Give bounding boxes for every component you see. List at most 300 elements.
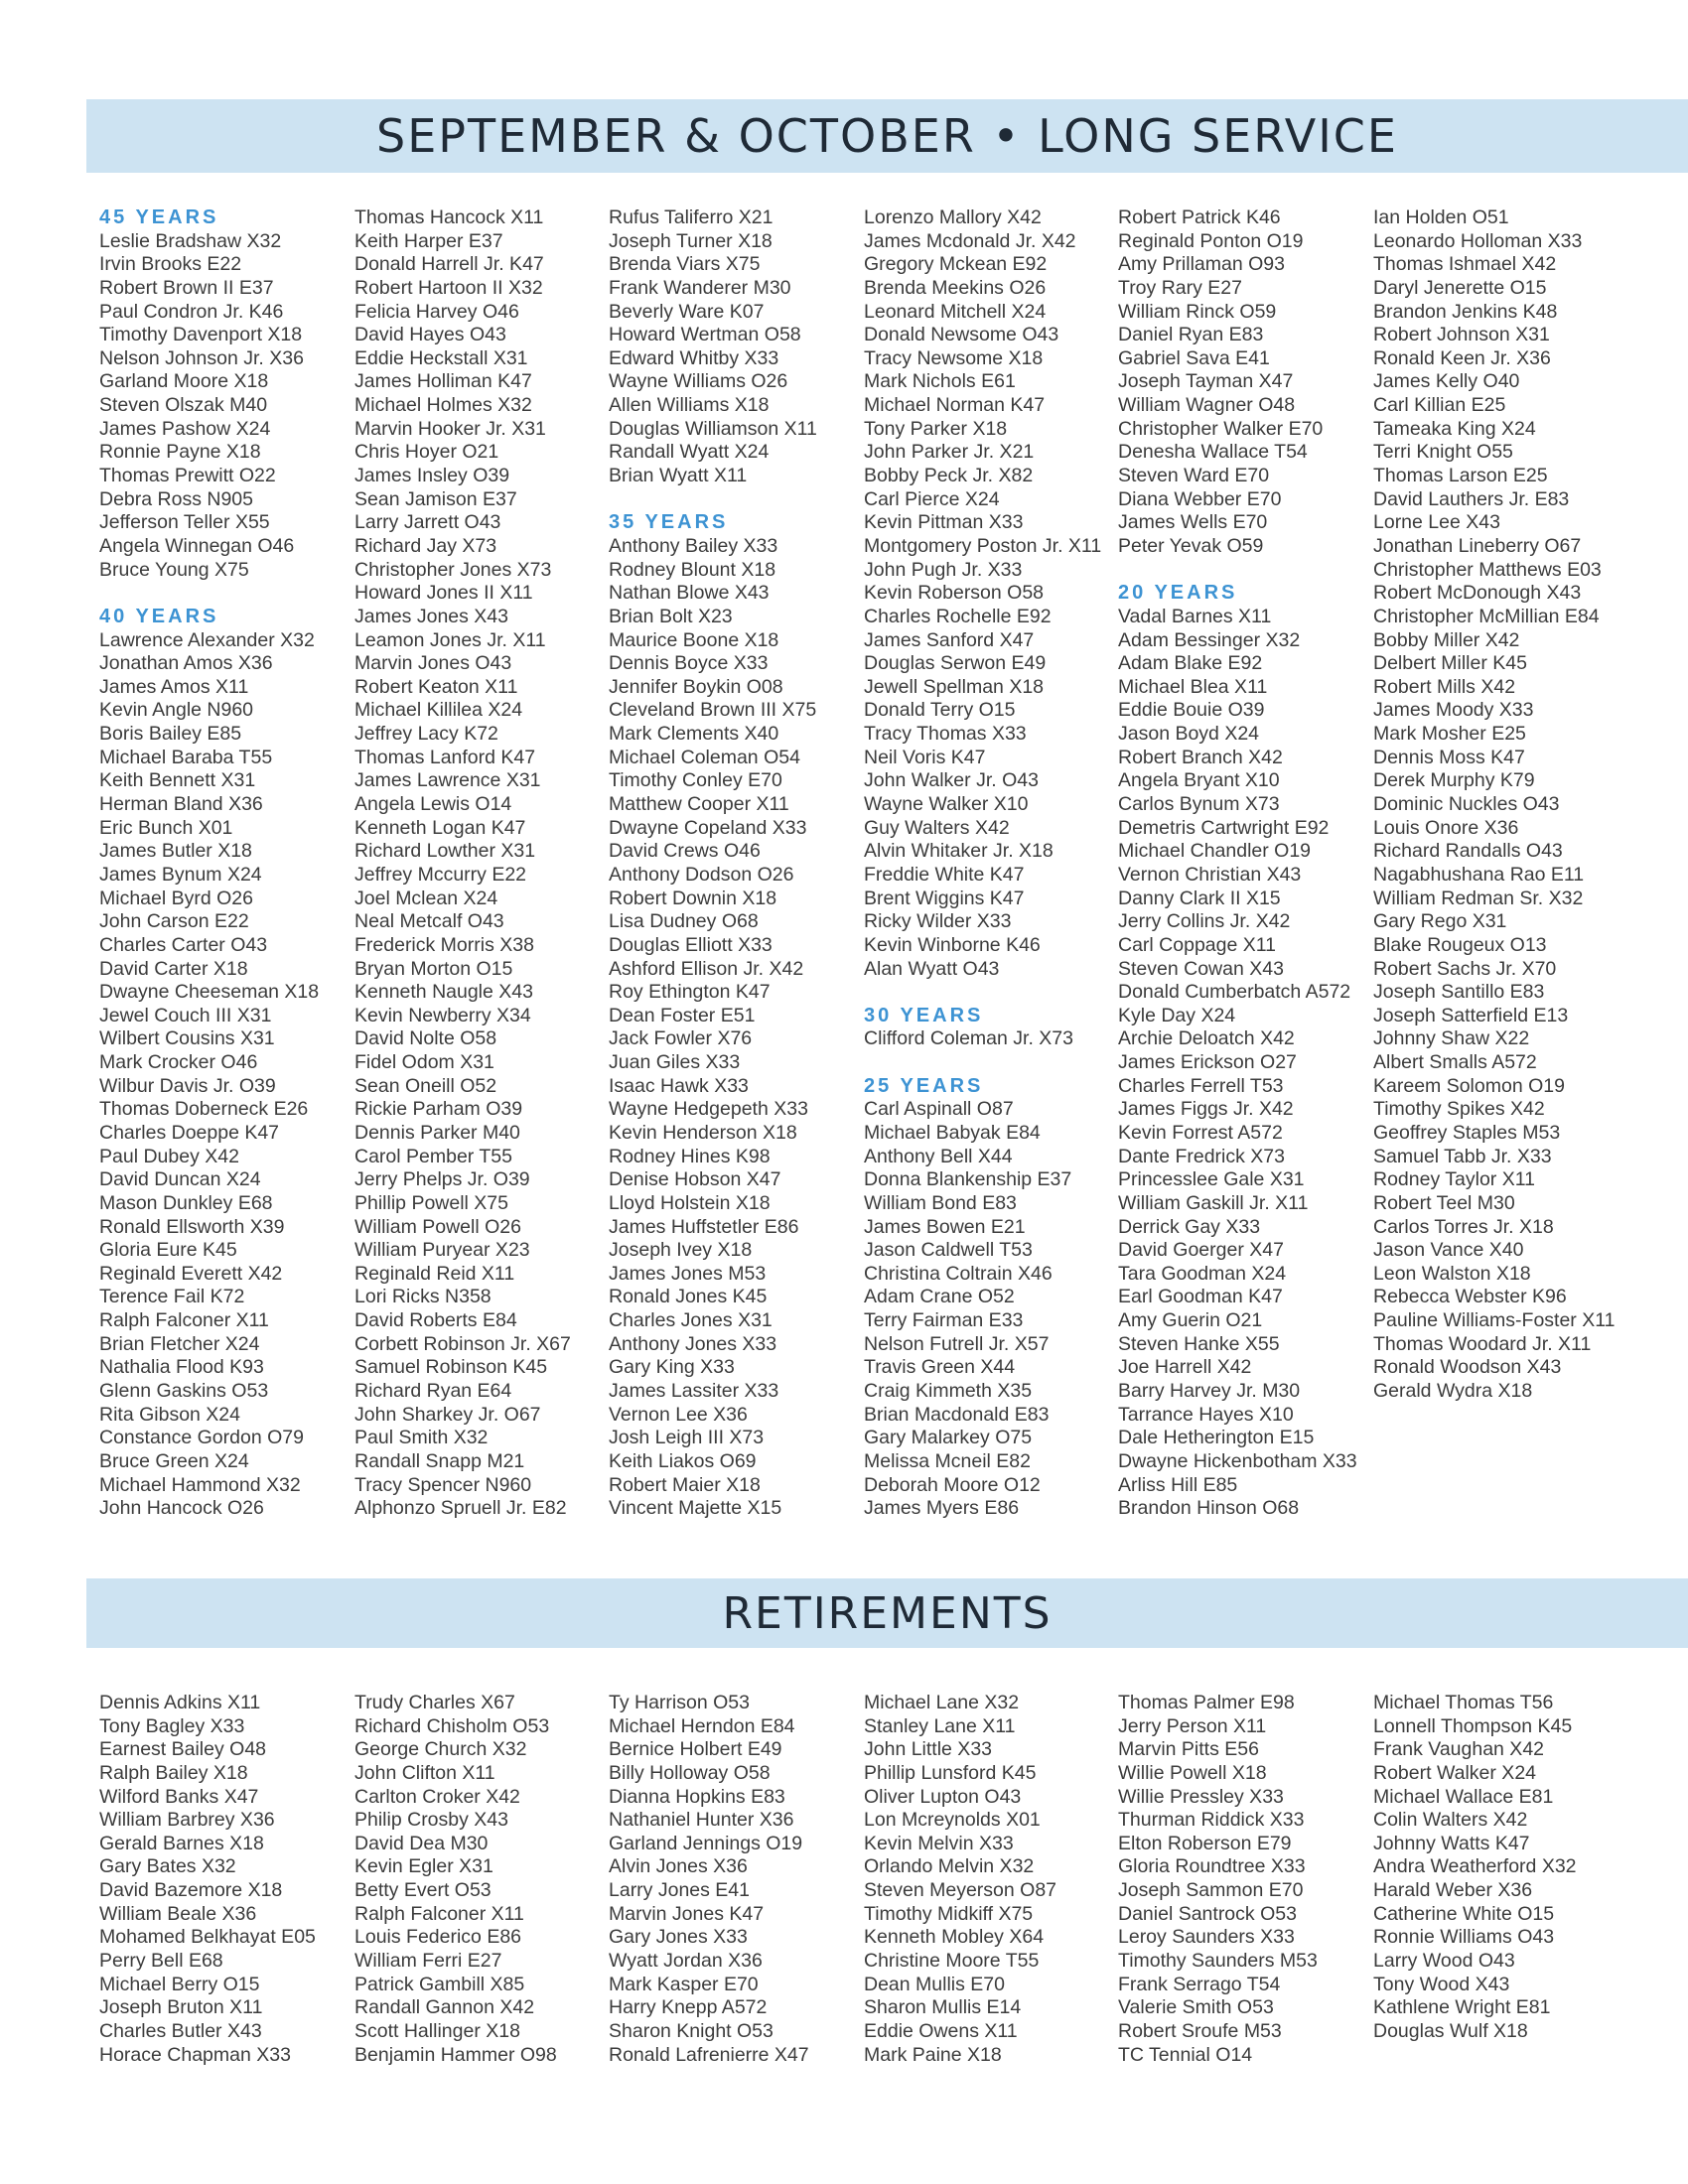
service-name-item: James Bowen E21 [864, 1215, 1026, 1238]
service-name-item: James Moody X33 [1373, 699, 1534, 722]
service-name-item: Jennifer Boykin O08 [609, 675, 783, 698]
service-name-item: Reginald Reid X11 [354, 1262, 515, 1285]
retiree-name-item: Leroy Saunders X33 [1118, 1926, 1295, 1949]
service-name-item: Carl Pierce X24 [864, 487, 1000, 510]
service-name-item: Mark Mosher E25 [1373, 723, 1526, 746]
service-name-item: Sean Oneill O52 [354, 1074, 497, 1097]
service-name-item: Sean Jamison E37 [354, 487, 517, 510]
retiree-name-item: Johnny Watts K47 [1373, 1832, 1530, 1854]
service-name-item: Terri Knight O55 [1373, 441, 1513, 464]
service-name-item: Dale Hetherington E15 [1118, 1427, 1315, 1449]
service-name-item: Tracy Newsome X18 [864, 346, 1044, 369]
retiree-name-item: Thomas Palmer E98 [1118, 1692, 1295, 1713]
service-name-item: Mark Crocker O46 [99, 1051, 258, 1074]
section-spacer [1118, 559, 1366, 583]
service-name-item: Thomas Doberneck E26 [99, 1098, 309, 1121]
service-name-item: John Parker Jr. X21 [864, 441, 1035, 464]
service-name-item: Robert Maier X18 [609, 1473, 761, 1496]
service-name-item: Geoffrey Staples M53 [1373, 1121, 1561, 1144]
retiree-name-item: Gary Bates X32 [99, 1855, 236, 1878]
service-name-item: David Lauthers Jr. E83 [1373, 487, 1570, 510]
service-name-item: Reginald Everett X42 [99, 1262, 283, 1285]
retiree-name-item: Daniel Santrock O53 [1118, 1902, 1297, 1925]
service-name-item: Lawrence Alexander X32 [99, 628, 315, 651]
service-name-item: Bryan Morton O15 [354, 957, 513, 980]
service-name-item: Leonardo Holloman X33 [1373, 229, 1583, 252]
service-name-item: Rebecca Webster K96 [1373, 1286, 1567, 1308]
service-name-item: Jonathan Amos X36 [99, 652, 273, 675]
retiree-name-item: Michael Wallace E81 [1373, 1785, 1554, 1808]
service-name-item: Johnny Shaw X22 [1373, 1027, 1530, 1050]
service-name-item: Tony Parker X18 [864, 417, 1008, 440]
retiree-name-item: Timothy Saunders M53 [1118, 1950, 1318, 1973]
retiree-name-item: Trudy Charles X67 [354, 1692, 515, 1713]
service-name-item: Michael Blea X11 [1118, 675, 1268, 698]
service-name-item: Rodney Hines K98 [609, 1145, 771, 1167]
service-name-item: Jason Vance X40 [1373, 1239, 1524, 1262]
retirement-column-1 [99, 1692, 348, 2067]
service-name-item: Dennis Boyce X33 [609, 652, 769, 675]
service-name-item: John Walker Jr. O43 [864, 769, 1039, 792]
service-name-item: Lloyd Holstein X18 [609, 1191, 771, 1214]
service-name-item: Tameaka King X24 [1373, 417, 1536, 440]
service-name-item: Adam Crane O52 [864, 1286, 1015, 1308]
retiree-name-item: Michael Lane X32 [864, 1692, 1020, 1713]
service-name-item: Jeffrey Lacy K72 [354, 723, 498, 746]
retiree-name-item: Benjamin Hammer O98 [354, 2043, 557, 2066]
service-name-item: James Mcdonald Jr. X42 [864, 229, 1076, 252]
service-name-item: Matthew Cooper X11 [609, 793, 789, 816]
service-name-item: Brian Bolt X23 [609, 605, 733, 627]
service-name-item: Michael Norman K47 [864, 394, 1046, 417]
service-name-item: Nathan Blowe X43 [609, 582, 770, 605]
service-name-item: Allen Williams X18 [609, 394, 770, 417]
retiree-name-item: Willie Pressley X33 [1118, 1785, 1284, 1808]
service-name-item: Derek Murphy K79 [1373, 769, 1535, 792]
service-name-item: Mason Dunkley E68 [99, 1191, 273, 1214]
retirement-column-2 [354, 1692, 603, 2067]
service-name-item: William Powell O26 [354, 1215, 521, 1238]
retiree-name-item: Charles Butler X43 [99, 2019, 262, 2042]
service-name-item: Kevin Angle N960 [99, 699, 254, 722]
service-name-item: Joseph Satterfield E13 [1373, 1004, 1569, 1026]
retiree-name-item: Sharon Knight O53 [609, 2019, 774, 2042]
retiree-name-item: Gerald Barnes X18 [99, 1832, 264, 1854]
page-title: SEPTEMBER & OCTOBER • LONG SERVICE [376, 109, 1398, 163]
service-name-item: Frederick Morris X38 [354, 933, 534, 956]
service-name-item: Joseph Ivey X18 [609, 1239, 753, 1262]
service-name-item: Pauline Williams-Foster X11 [1373, 1309, 1616, 1332]
service-name-item: Keith Bennett X31 [99, 769, 256, 792]
service-name-item: Melissa Mcneil E82 [864, 1449, 1031, 1472]
retiree-name-item: Joseph Sammon E70 [1118, 1879, 1304, 1902]
service-name-item: Brian Macdonald E83 [864, 1403, 1050, 1426]
service-name-item: James Holliman K47 [354, 370, 532, 393]
service-name-item: Edward Whitby X33 [609, 346, 779, 369]
retiree-name-item: Phillip Lunsford K45 [864, 1761, 1037, 1784]
service-name-item: Alan Wyatt O43 [864, 957, 1000, 980]
service-name-item: Juan Giles X33 [609, 1051, 741, 1074]
service-name-item: Tara Goodman X24 [1118, 1262, 1287, 1285]
service-name-item: Thomas Larson E25 [1373, 465, 1548, 487]
service-name-item: Irvin Brooks E22 [99, 253, 242, 276]
retiree-name-item: Tony Bagley X33 [99, 1714, 245, 1737]
service-name-item: James Insley O39 [354, 465, 510, 487]
service-name-item: Ashford Ellison Jr. X42 [609, 957, 804, 980]
service-name-item: Tarrance Hayes X10 [1118, 1403, 1294, 1426]
service-name-item: Ronald Keen Jr. X36 [1373, 346, 1551, 369]
service-name-item: William Puryear X23 [354, 1239, 530, 1262]
service-name-item: Troy Rary E27 [1118, 276, 1242, 299]
retiree-name-item: Larry Wood O43 [1373, 1950, 1515, 1973]
retiree-name-item: Randall Gannon X42 [354, 1996, 535, 2019]
service-name-item: Dennis Moss K47 [1373, 746, 1525, 768]
service-name-item: James Bynum X24 [99, 863, 262, 886]
service-name-item: Jerry Phelps Jr. O39 [354, 1168, 530, 1191]
service-name-item: Rickie Parham O39 [354, 1098, 523, 1121]
years-heading: 45 YEARS [99, 206, 219, 228]
service-name-item: David Hayes O43 [354, 324, 506, 346]
service-name-item: Richard Lowther X31 [354, 840, 536, 863]
section-spacer [99, 582, 348, 606]
service-name-item: Carl Coppage X11 [1118, 933, 1276, 956]
retiree-name-item: Kathlene Wright E81 [1373, 1996, 1551, 2019]
retiree-name-item: Timothy Midkiff X75 [864, 1902, 1034, 1925]
service-name-item: Bruce Young X75 [99, 558, 249, 581]
retiree-name-item: Catherine White O15 [1373, 1902, 1555, 1925]
service-name-item: Donald Newsome O43 [864, 324, 1059, 346]
section-spacer [609, 488, 857, 512]
service-name-item: Carol Pember T55 [354, 1145, 512, 1167]
service-name-item: Craig Kimmeth X35 [864, 1380, 1033, 1403]
service-name-item: Jeffrey Mccurry E22 [354, 863, 527, 886]
retiree-name-item: Betty Evert O53 [354, 1879, 492, 1902]
retiree-name-item: William Barbrey X36 [99, 1809, 275, 1832]
service-name-item: Demetris Cartwright E92 [1118, 816, 1330, 839]
service-column-3 [609, 206, 857, 1521]
service-name-item: Peter Yevak O59 [1118, 534, 1264, 557]
retiree-name-item: Frank Vaughan X42 [1373, 1738, 1545, 1761]
service-name-item: Thomas Woodard Jr. X11 [1373, 1332, 1592, 1355]
retiree-name-item: Carlton Croker X42 [354, 1785, 520, 1808]
service-name-item: Eddie Heckstall X31 [354, 346, 528, 369]
service-name-item: Deborah Moore O12 [864, 1473, 1041, 1496]
retiree-name-item: Wilford Banks X47 [99, 1785, 259, 1808]
service-name-item: Michael Baraba T55 [99, 746, 273, 768]
service-name-item: Terence Fail K72 [99, 1286, 245, 1308]
service-name-item: Louis Onore X36 [1373, 816, 1519, 839]
retiree-name-item: Mark Paine X18 [864, 2043, 1002, 2066]
years-heading: 35 YEARS [609, 511, 729, 534]
service-name-item: Charles Ferrell T53 [1118, 1074, 1284, 1097]
service-name-item: Joel Mclean X24 [354, 887, 498, 909]
service-name-item: Michael Hammond X32 [99, 1473, 301, 1496]
retiree-name-item: Wyatt Jordan X36 [609, 1950, 763, 1973]
service-name-item: Richard Randalls O43 [1373, 840, 1563, 863]
service-name-item: Robert McDonough X43 [1373, 582, 1582, 605]
retiree-name-item: Andra Weatherford X32 [1373, 1855, 1577, 1878]
retiree-name-item: Harald Weber X36 [1373, 1879, 1533, 1902]
service-name-item: Randall Snapp M21 [354, 1449, 525, 1472]
retiree-name-item: Kevin Egler X31 [354, 1855, 493, 1878]
service-name-item: Steven Olszak M40 [99, 394, 268, 417]
service-name-item: David Goerger X47 [1118, 1239, 1284, 1262]
retiree-name-item: David Dea M30 [354, 1832, 489, 1854]
retiree-name-item: Frank Serrago T54 [1118, 1973, 1281, 1995]
service-name-item: Ronnie Payne X18 [99, 441, 261, 464]
service-name-item: David Crews O46 [609, 840, 761, 863]
retiree-name-item: Robert Walker X24 [1373, 1761, 1537, 1784]
retiree-name-item: Garland Jennings O19 [609, 1832, 803, 1854]
retiree-name-item: Jerry Person X11 [1118, 1714, 1267, 1737]
service-name-item: Vincent Majette X15 [609, 1497, 782, 1520]
service-name-item: Robert Hartoon II X32 [354, 276, 543, 299]
service-name-item: Thomas Lanford K47 [354, 746, 536, 768]
service-name-item: Dwayne Copeland X33 [609, 816, 807, 839]
service-name-item: Douglas Serwon E49 [864, 652, 1047, 675]
service-name-item: Gabriel Sava E41 [1118, 346, 1270, 369]
service-name-item: Herman Bland X36 [99, 793, 263, 816]
service-name-item: William Redman Sr. X32 [1373, 887, 1584, 909]
service-name-item: Freddie White K47 [864, 863, 1025, 886]
service-name-item: Howard Wertman O58 [609, 324, 801, 346]
service-name-item: Roy Ethington K47 [609, 981, 771, 1004]
retiree-name-item: George Church X32 [354, 1738, 527, 1761]
service-name-item: Charles Rochelle E92 [864, 605, 1052, 627]
service-name-item: Daryl Jenerette O15 [1373, 276, 1547, 299]
service-name-item: Robert Keaton X11 [354, 675, 518, 698]
service-name-item: Anthony Dodson O26 [609, 863, 794, 886]
retiree-name-item: Eddie Owens X11 [864, 2019, 1018, 2042]
retiree-name-item: Lonnell Thompson K45 [1373, 1714, 1573, 1737]
service-name-item: Chris Hoyer O21 [354, 441, 499, 464]
service-name-item: James Kelly O40 [1373, 370, 1520, 393]
service-name-item: James Pashow X24 [99, 417, 271, 440]
service-name-item: Robert Brown II E37 [99, 276, 274, 299]
service-name-item: Dennis Parker M40 [354, 1121, 520, 1144]
service-name-item: Leon Walston X18 [1373, 1262, 1531, 1285]
service-name-item: Marvin Jones O43 [354, 652, 512, 675]
service-name-item: Joe Harrell X42 [1118, 1356, 1252, 1379]
service-name-item: Debra Ross N905 [99, 487, 253, 510]
service-name-item: Beverly Ware K07 [609, 300, 765, 323]
retiree-name-item: Philip Crosby X43 [354, 1809, 508, 1832]
service-name-item: Vadal Barnes X11 [1118, 605, 1272, 627]
service-name-item: Gregory Mckean E92 [864, 253, 1048, 276]
service-name-item: Alphonzo Spruell Jr. E82 [354, 1497, 567, 1520]
service-name-item: Samuel Robinson K45 [354, 1356, 548, 1379]
service-name-item: Tracy Thomas X33 [864, 723, 1027, 746]
service-name-item: Kevin Winborne K46 [864, 933, 1041, 956]
retiree-name-item: Ty Harrison O53 [609, 1692, 750, 1713]
service-name-item: Diana Webber E70 [1118, 487, 1282, 510]
service-name-item: Leamon Jones Jr. X11 [354, 628, 546, 651]
service-name-item: Thomas Prewitt O22 [99, 465, 276, 487]
service-name-item: Guy Walters X42 [864, 816, 1010, 839]
retiree-name-item: John Clifton X11 [354, 1761, 495, 1784]
retirements-banner [86, 1578, 1688, 1648]
retiree-name-item: Stanley Lane X11 [864, 1714, 1016, 1737]
service-name-item: Arliss Hill E85 [1118, 1473, 1238, 1496]
long-service-banner [86, 99, 1688, 173]
service-name-item: Christopher Jones X73 [354, 558, 552, 581]
retiree-name-item: Valerie Smith O53 [1118, 1996, 1274, 2019]
service-name-item: Rufus Taliferro X21 [609, 206, 774, 228]
service-name-item: Jonathan Lineberry O67 [1373, 534, 1582, 557]
service-name-item: Douglas Williamson X11 [609, 417, 817, 440]
service-name-item: Dominic Nuckles O43 [1373, 793, 1560, 816]
section-spacer [864, 1051, 1112, 1075]
service-name-item: Michael Byrd O26 [99, 887, 253, 909]
years-heading: 25 YEARS [864, 1074, 984, 1097]
retiree-name-item: TC Tennial O14 [1118, 2043, 1253, 2066]
retiree-name-item: Dianna Hopkins E83 [609, 1785, 785, 1808]
service-name-item: Kevin Henderson X18 [609, 1121, 797, 1144]
service-name-item: Brian Fletcher X24 [99, 1332, 260, 1355]
service-name-item: James Lawrence X31 [354, 769, 541, 792]
service-name-item: Isaac Hawk X33 [609, 1074, 749, 1097]
retiree-name-item: David Bazemore X18 [99, 1879, 283, 1902]
service-name-item: Wilbert Cousins X31 [99, 1027, 275, 1050]
service-name-item: Anthony Bell X44 [864, 1145, 1013, 1167]
service-name-item: Rita Gibson X24 [99, 1403, 240, 1426]
service-name-item: Marvin Hooker Jr. X31 [354, 417, 546, 440]
service-name-item: Neal Metcalf O43 [354, 910, 504, 933]
service-name-item: Wayne Walker X10 [864, 793, 1029, 816]
service-name-item: Neil Voris K47 [864, 746, 986, 768]
service-name-item: Bobby Peck Jr. X82 [864, 465, 1034, 487]
service-name-item: Angela Lewis O14 [354, 793, 512, 816]
retiree-name-item: Thurman Riddick X33 [1118, 1809, 1305, 1832]
service-name-item: Brenda Viars X75 [609, 253, 761, 276]
retiree-name-item: Willie Powell X18 [1118, 1761, 1267, 1784]
service-name-item: Robert Patrick K46 [1118, 206, 1281, 228]
service-name-item: Kenneth Logan K47 [354, 816, 526, 839]
service-name-item: Brenda Meekins O26 [864, 276, 1047, 299]
retiree-name-item: Nathaniel Hunter X36 [609, 1809, 794, 1832]
service-name-item: Alvin Whitaker Jr. X18 [864, 840, 1054, 863]
service-name-item: Kevin Forrest A572 [1118, 1121, 1283, 1144]
service-name-item: Steven Cowan X43 [1118, 957, 1284, 980]
years-heading: 20 YEARS [1118, 582, 1238, 605]
service-name-item: Gloria Eure K45 [99, 1239, 237, 1262]
service-name-item: Ronald Ellsworth X39 [99, 1215, 285, 1238]
retiree-name-item: Perry Bell E68 [99, 1950, 223, 1973]
retiree-name-item: John Little X33 [864, 1738, 993, 1761]
service-name-item: David Nolte O58 [354, 1027, 497, 1050]
service-name-item: Kevin Newberry X34 [354, 1004, 531, 1026]
service-name-item: Ronald Woodson X43 [1373, 1356, 1562, 1379]
retiree-name-item: Christine Moore T55 [864, 1950, 1040, 1973]
service-name-item: Michael Killilea X24 [354, 699, 523, 722]
service-name-item: Brandon Jenkins K48 [1373, 300, 1558, 323]
service-name-item: Kevin Pittman X33 [864, 511, 1024, 534]
service-name-item: Amy Guerin O21 [1118, 1309, 1263, 1332]
service-name-item: Robert Johnson X31 [1373, 324, 1550, 346]
service-name-item: Nelson Johnson Jr. X36 [99, 346, 304, 369]
retiree-name-item: Mark Kasper E70 [609, 1973, 759, 1995]
service-name-item: James Wells E70 [1118, 511, 1268, 534]
retiree-name-item: Joseph Bruton X11 [99, 1996, 263, 2019]
service-name-item: Brian Wyatt X11 [609, 465, 748, 487]
service-name-item: Lori Ricks N358 [354, 1286, 492, 1308]
retiree-name-item: Marvin Pitts E56 [1118, 1738, 1259, 1761]
service-name-item: Glenn Gaskins O53 [99, 1380, 269, 1403]
service-name-item: Phillip Powell X75 [354, 1191, 509, 1214]
service-name-item: Joseph Turner X18 [609, 229, 773, 252]
service-name-item: Barry Harvey Jr. M30 [1118, 1380, 1301, 1403]
retiree-name-item: Dean Mullis E70 [864, 1973, 1005, 1995]
service-name-item: Travis Green X44 [864, 1356, 1016, 1379]
retiree-name-item: Gary Jones X33 [609, 1926, 748, 1949]
service-name-item: James Erickson O27 [1118, 1051, 1297, 1074]
service-name-item: Albert Smalls A572 [1373, 1051, 1537, 1074]
service-name-item: Ian Holden O51 [1373, 206, 1509, 228]
retiree-name-item: Dennis Adkins X11 [99, 1692, 261, 1713]
service-name-item: Michael Babyak E84 [864, 1121, 1041, 1144]
service-name-item: Donald Cumberbatch A572 [1118, 981, 1351, 1004]
retiree-name-item: Robert Sroufe M53 [1118, 2019, 1282, 2042]
service-name-item: Joseph Tayman X47 [1118, 370, 1294, 393]
service-name-item: Rodney Taylor X11 [1373, 1168, 1535, 1191]
service-name-item: Lorne Lee X43 [1373, 511, 1500, 534]
service-name-item: Thomas Ishmael X42 [1373, 253, 1557, 276]
service-name-item: Jewel Couch III X31 [99, 1004, 272, 1026]
service-name-item: James Jones M53 [609, 1262, 767, 1285]
service-name-item: John Hancock O26 [99, 1497, 264, 1520]
service-name-item: Princesslee Gale X31 [1118, 1168, 1305, 1191]
service-name-item: Richard Ryan E64 [354, 1380, 512, 1403]
service-name-item: Blake Rougeux O13 [1373, 933, 1547, 956]
retiree-name-item: Bernice Holbert E49 [609, 1738, 782, 1761]
service-name-item: Archie Deloatch X42 [1118, 1027, 1295, 1050]
service-name-item: Leslie Bradshaw X32 [99, 229, 282, 252]
service-name-item: Kyle Day X24 [1118, 1004, 1236, 1026]
service-name-item: Christopher Walker E70 [1118, 417, 1324, 440]
service-name-item: Ricky Wilder X33 [864, 910, 1012, 933]
service-name-item: James Figgs Jr. X42 [1118, 1098, 1294, 1121]
service-name-item: Gary Rego X31 [1373, 910, 1507, 933]
retiree-name-item: Horace Chapman X33 [99, 2043, 291, 2066]
service-name-item: Jerry Collins Jr. X42 [1118, 910, 1291, 933]
service-name-item: Angela Bryant X10 [1118, 769, 1280, 792]
service-name-item: Jewell Spellman X18 [864, 675, 1045, 698]
service-name-item: Jason Boyd X24 [1118, 723, 1260, 746]
service-name-item: Josh Leigh III X73 [609, 1427, 765, 1449]
service-name-item: Earl Goodman K47 [1118, 1286, 1283, 1308]
service-name-item: Anthony Jones X33 [609, 1332, 777, 1355]
service-name-item: Richard Jay X73 [354, 534, 497, 557]
retiree-name-item: Colin Walters X42 [1373, 1809, 1528, 1832]
retiree-name-item: Michael Berry O15 [99, 1973, 260, 1995]
retiree-name-item: Patrick Gambill X85 [354, 1973, 525, 1995]
service-name-item: Lisa Dudney O68 [609, 910, 759, 933]
retiree-name-item: Billy Holloway O58 [609, 1761, 771, 1784]
service-name-item: Samuel Tabb Jr. X33 [1373, 1145, 1552, 1167]
retiree-name-item: Oliver Lupton O43 [864, 1785, 1022, 1808]
service-name-item: Timothy Spikes X42 [1373, 1098, 1545, 1121]
service-name-item: Kareem Solomon O19 [1373, 1074, 1565, 1097]
service-name-item: Douglas Elliott X33 [609, 933, 773, 956]
service-name-item: Adam Bessinger X32 [1118, 628, 1301, 651]
service-name-item: Ralph Falconer X11 [99, 1309, 269, 1332]
service-name-item: Paul Condron Jr. K46 [99, 300, 284, 323]
service-name-item: Howard Jones II X11 [354, 582, 533, 605]
service-name-item: Mark Clements X40 [609, 723, 779, 746]
service-name-item: Christopher McMillian E84 [1373, 605, 1600, 627]
service-name-item: Nathalia Flood K93 [99, 1356, 264, 1379]
service-name-item: John Sharkey Jr. O67 [354, 1403, 541, 1426]
